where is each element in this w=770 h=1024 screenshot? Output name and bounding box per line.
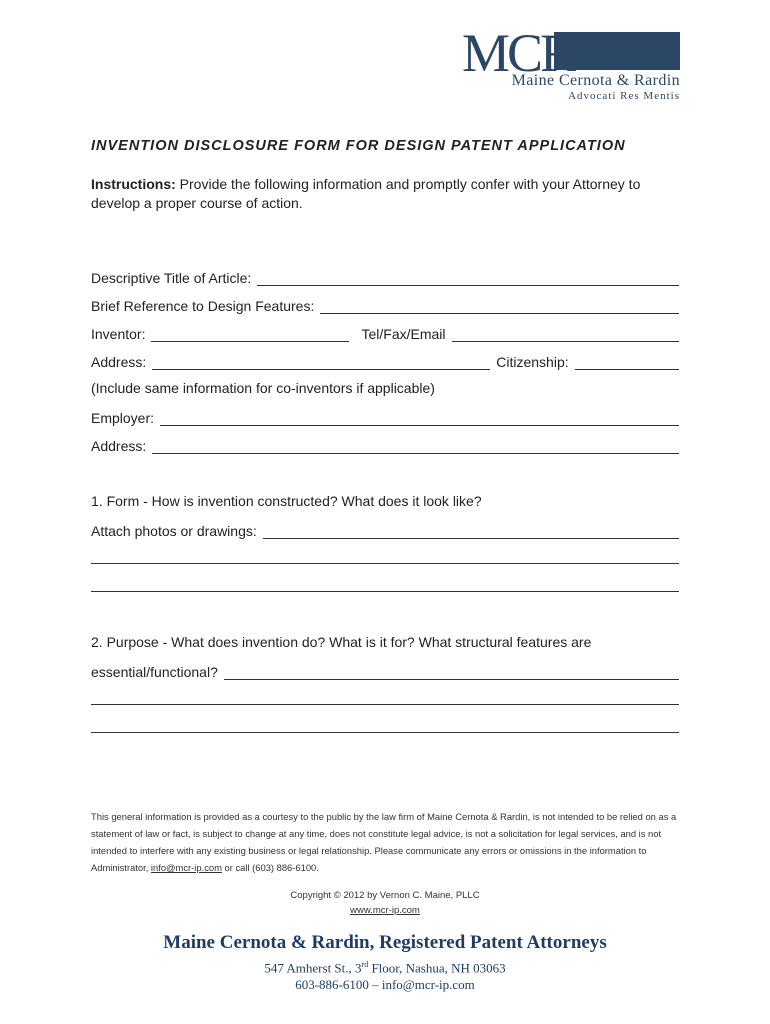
footer-contact: 603-886-6100 – info@mcr-ip.com — [295, 977, 475, 993]
field-label-title: Descriptive Title of Article: — [91, 270, 252, 286]
field-label-attach: Attach photos or drawings: — [91, 523, 257, 539]
footer-firm-name: Maine Cernota & Rardin, Registered Patent Attorneys — [163, 932, 607, 953]
field-label-functional: essential/functional? — [91, 664, 218, 680]
footer-street-post: Floor, Nashua, NH 03063 — [368, 960, 506, 976]
copyright-line: Copyright © 2012 by Vernon C. Maine, PLLC — [290, 890, 480, 901]
field-label-inventor: Inventor: — [91, 326, 146, 342]
contact-input-line[interactable] — [452, 328, 679, 342]
form-title: INVENTION DISCLOSURE FORM FOR DESIGN PATENT APPLICATION — [91, 138, 626, 154]
field-label-employer: Employer: — [91, 410, 155, 426]
field-row-design-features — [91, 294, 679, 314]
instructions-label: Instructions: — [91, 176, 176, 192]
employer-address-input-line[interactable] — [152, 440, 679, 454]
attach-input-line[interactable] — [263, 525, 679, 539]
footer-street — [0, 956, 770, 976]
section2-line-1[interactable] — [91, 704, 679, 705]
design-features-input-line[interactable] — [320, 300, 679, 314]
disclaimer — [91, 808, 683, 876]
section2-question: 2. Purpose - What does invention do? What is it for? What structural features are — [91, 634, 592, 650]
field-row-title — [91, 266, 679, 286]
section1-question: 1. Form - How is invention constructed? What does it look like? — [91, 493, 482, 509]
footer-street-pre: 547 Amherst St., 3 — [264, 960, 362, 976]
section1-line-1[interactable] — [91, 563, 679, 564]
firm-logo — [458, 23, 680, 104]
field-row-employer — [91, 406, 679, 426]
title-input-line[interactable] — [257, 272, 679, 286]
field-label-employer-address: Address: — [91, 438, 147, 454]
field-row-employer-address — [91, 434, 679, 454]
field-label-address: Address: — [91, 354, 147, 370]
functional-input-line[interactable] — [224, 666, 679, 680]
section2-line-2[interactable] — [91, 732, 679, 733]
website-link[interactable]: www.mcr-ip.com — [350, 905, 420, 916]
field-row-functional — [91, 660, 679, 680]
field-row-attach — [91, 519, 679, 539]
address-input-line[interactable] — [152, 356, 490, 370]
logo-motto: Advocati Res Mentis — [568, 90, 680, 102]
disclaimer-text: This general information is provided as a courtesy to the public by the law firm of Maine Cernota & Rardin, is not intended to be relied on as a statement of law or fact, is subject to change at any time, does not constitute legal advice, is not a solicitation for legal services, and is not intended to interfere with any existing business or legal relationship. Please communicate any errors or omissions in the information to Administrator, — [91, 811, 677, 873]
inventor-input-line[interactable] — [151, 328, 349, 342]
section1-line-2[interactable] — [91, 591, 679, 592]
logo-firm-name: Maine Cernota & Rardin — [511, 72, 680, 89]
field-row-address — [91, 350, 679, 370]
instructions — [91, 175, 651, 213]
employer-input-line[interactable] — [160, 412, 679, 426]
field-row-inventor — [91, 322, 679, 342]
disclaimer-tail: or call (603) 886-6100. — [221, 862, 319, 873]
instructions-text: Provide the following information and promptly confer with your Attorney to develop a proper course of action. — [91, 176, 641, 211]
footer-street-sup: rd — [361, 960, 369, 969]
disclaimer-email-link[interactable]: info@mcr-ip.com — [150, 862, 222, 873]
field-label-contact: Tel/Fax/Email — [361, 326, 446, 342]
citizenship-input-line[interactable] — [575, 356, 679, 370]
footer-address — [0, 956, 770, 993]
field-label-design-features: Brief Reference to Design Features: — [91, 298, 315, 314]
copyright — [0, 888, 770, 918]
logo-letters: MCR — [462, 23, 574, 83]
co-inventors-note: (Include same information for co-inventors if applicable) — [91, 380, 435, 396]
field-label-citizenship: Citizenship: — [496, 354, 569, 370]
